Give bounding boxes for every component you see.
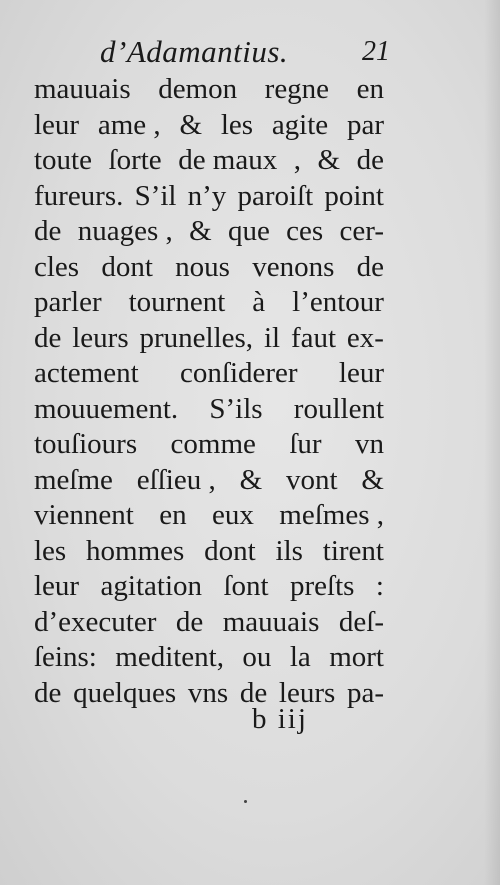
page-edge-shadow [484,0,500,885]
word: par [346,108,384,141]
word: preſts [290,570,355,602]
word: touſiours [34,428,138,460]
word: l’entour [292,286,384,318]
word: ou [242,641,272,673]
word: meſme [34,463,113,496]
word: de maux [178,144,278,176]
word: il [263,321,281,354]
word: S’ils [209,392,263,425]
word: fureurs. [34,179,124,212]
word: leur [34,108,80,141]
word: de [175,605,204,638]
word: tournent [128,286,226,318]
word: en [356,73,384,105]
word: vns [187,676,229,709]
word: n’y [187,179,227,212]
word: vont [285,463,338,496]
word: ſont [223,570,269,602]
word: & [179,108,203,141]
word: hommes [86,534,185,567]
word: les [220,108,254,141]
ink-speck [244,800,247,803]
word: parler [34,286,102,318]
page-header [100,34,390,74]
word: mouuement. [34,392,179,425]
word: d’executer [34,605,157,638]
word: à [252,286,266,318]
word: point [324,179,384,212]
word: la [289,641,311,673]
word: de [356,250,384,283]
text-line [34,534,384,570]
word: venons [252,250,335,283]
word: regne [264,73,330,105]
word: ſeins: [34,641,97,673]
word: mort [329,641,384,673]
word: actement [34,357,139,389]
word: que [227,215,270,247]
word: de [34,321,62,354]
word: demon [158,73,238,105]
word: vn [354,428,384,460]
word: de [356,144,384,176]
word: ces [286,215,324,247]
word: leur [34,570,80,602]
page-number: 21 [362,36,390,67]
word: dont [101,250,153,283]
text-line [34,321,384,357]
text-line [34,676,384,712]
word: en [159,499,187,531]
word: eſſieu , [136,463,216,496]
word: les [34,534,67,567]
word: faut [290,321,337,354]
text-line [34,143,384,179]
word: mauuais [222,605,320,638]
text-line [34,640,384,676]
word: de [239,676,268,709]
word: dont [204,534,256,567]
word: leurs [278,676,336,709]
word: & [239,463,263,496]
word: leur [338,357,384,389]
word: roullent [293,392,384,425]
word: toute [34,144,92,176]
text-line [34,285,384,321]
word: ils [275,534,303,567]
word: agite [271,108,329,141]
word: paroiſt [237,179,314,212]
word: de [34,676,62,709]
signature-mark: b iij [252,703,308,735]
word: S’il [134,179,177,212]
word: ſur [289,428,322,460]
text-line [34,250,384,286]
text-line [34,179,384,215]
word: eux [212,499,254,531]
word: meſmes , [279,499,384,531]
word: nuages , [77,215,173,247]
text-line [34,463,384,499]
word: viennent [34,499,134,531]
word: nous [175,250,230,283]
text-line [34,356,384,392]
word: conſiderer [180,357,298,389]
word: & [361,463,384,496]
word: cles [34,250,80,283]
text-line [34,569,384,605]
text-line [34,108,384,144]
word: agitation [100,570,203,602]
word: tirent [322,534,384,567]
text-line [34,214,384,250]
word: meditent, [115,641,224,673]
word: mauuais [34,73,131,105]
word: leurs [72,321,129,354]
text-line [34,427,384,463]
text-line [34,498,384,534]
word: prunelles, [139,321,254,354]
running-title: d’Adamantius. [100,34,289,69]
body-text [34,72,384,711]
word: pa- [346,676,384,709]
word: : [375,570,384,602]
text-line [34,605,384,641]
text-line [34,72,384,108]
word: ſorte [108,144,162,176]
word: de [34,215,62,247]
word: deſ- [338,605,384,638]
word: cer- [339,215,384,247]
text-line [34,392,384,428]
word: comme [170,428,256,460]
word: & [317,144,341,176]
word: quelques [73,676,177,709]
word: ame , [97,108,161,141]
word: , [293,144,302,176]
word: ex- [346,321,384,354]
word: & [189,215,212,247]
